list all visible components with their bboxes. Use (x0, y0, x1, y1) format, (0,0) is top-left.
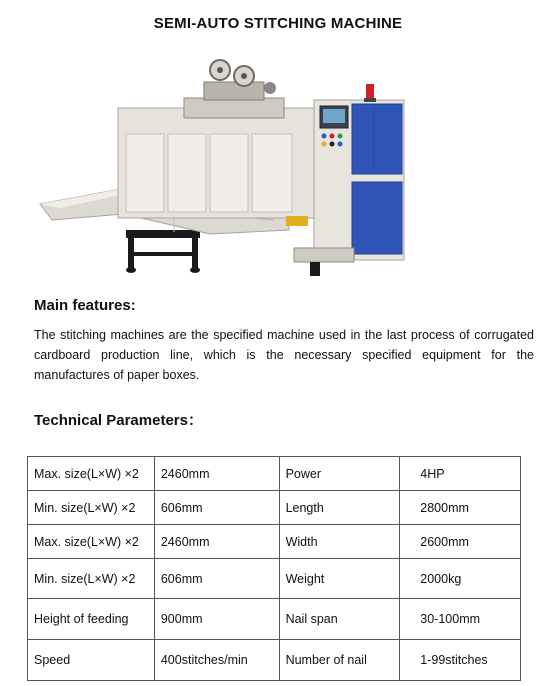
param-value: 900mm (154, 599, 279, 640)
param-label: Speed (28, 640, 155, 681)
param-label: Min. size(L×W) ×2 (28, 491, 155, 525)
param-value: 606mm (154, 559, 279, 599)
param-value: 2000kg (400, 559, 521, 599)
param-value: 2800mm (400, 491, 521, 525)
param-label: Nail span (279, 599, 400, 640)
param-label: Weight (279, 559, 400, 599)
main-features-heading: Main features: (34, 297, 136, 314)
param-value: 1-99stitches (400, 640, 521, 681)
param-label: Height of feeding (28, 599, 155, 640)
table-row (28, 457, 521, 491)
main-features-text: The stitching machines are the specified machine used in the last process of corrugated cardboard production line, which is the necessary specified equipment for the manufactures of paper boxes. (34, 328, 534, 382)
table-row (28, 599, 521, 640)
table-row (28, 491, 521, 525)
param-value: 2460mm (154, 457, 279, 491)
param-label: Power (279, 457, 400, 491)
technical-parameters-heading: Technical Parameters： (34, 412, 203, 429)
technical-parameters-table (27, 456, 521, 681)
table-row (28, 559, 521, 599)
param-label: Max. size(L×W) ×2 (28, 525, 155, 559)
param-label: Max. size(L×W) ×2 (28, 457, 155, 491)
param-label: Width (279, 525, 400, 559)
page-title: SEMI-AUTO STITCHING MACHINE (153, 15, 403, 32)
param-label: Number of nail (279, 640, 400, 681)
table-row (28, 640, 521, 681)
param-value: 30-100mm (400, 599, 521, 640)
param-value: 606mm (154, 491, 279, 525)
machine-photo (34, 48, 434, 288)
param-value: 4HP (400, 457, 521, 491)
param-value: 2460mm (154, 525, 279, 559)
param-value: 2600mm (400, 525, 521, 559)
table-row (28, 525, 521, 559)
param-value: 400stitches/min (154, 640, 279, 681)
param-label: Length (279, 491, 400, 525)
param-label: Min. size(L×W) ×2 (28, 559, 155, 599)
machine-stand (126, 230, 200, 273)
